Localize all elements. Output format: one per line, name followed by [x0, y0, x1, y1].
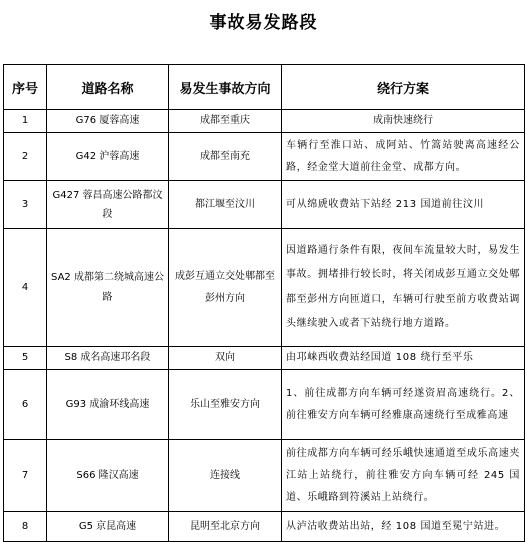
table-row	[4, 181, 525, 229]
row-direction: 昆明至北京方向	[169, 512, 282, 542]
row-road: G427 蓉昌高速公路都汶段	[47, 181, 169, 229]
row-plan: 前往成都方向车辆可经乐峨快速通道至成乐高速夹江站上站绕行，前往雅安方向车辆可经 245 国道、乐峨路到符溪站上站绕行。	[282, 440, 525, 512]
row-no: 1	[4, 110, 47, 133]
row-plan: 1、前往成都方向车辆可经遂资眉高速绕行。2、前往雅安方向车辆可经雅康高速绕行至成雅高速	[282, 370, 525, 440]
row-plan: 因道路通行条件有限，夜间车流量较大时，易发生事故。拥堵排行较长时，将关闭成彭互通立交处郫都至彭州方向匝道口，车辆可行驶至前方收费站调头继续驶入或者下站绕行地方道路。	[282, 229, 525, 347]
page-title: 事故易发路段	[209, 13, 318, 33]
row-plan: 车辆行至淮口站、成阿站、竹篙站驶离高速经公路，经金堂大道前往金堂、成都方向。	[282, 133, 525, 181]
row-direction: 成都至南充	[169, 133, 282, 181]
header-plan: 绕行方案	[282, 65, 525, 110]
header-direction: 易发生事故方向	[169, 65, 282, 110]
row-direction: 乐山至雅安方向	[169, 370, 282, 440]
row-plan: 可从绵虒收费站下站经 213 国道前往汶川	[282, 181, 525, 229]
row-plan: 从泸沽收费站出站，经 108 国道至冕宁站进。	[282, 512, 525, 542]
row-no: 4	[4, 229, 47, 347]
row-direction: 连接线	[169, 440, 282, 512]
row-direction: 成彭互通立交处郫都至彭州方向	[169, 229, 282, 347]
row-road: G5 京昆高速	[47, 512, 169, 542]
table-row	[4, 133, 525, 181]
row-road: S8 成名高速邛名段	[47, 347, 169, 370]
table-row	[4, 347, 525, 370]
row-direction: 双向	[169, 347, 282, 370]
row-no: 3	[4, 181, 47, 229]
row-road: S66 隆汉高速	[47, 440, 169, 512]
row-road: G93 成渝环线高速	[47, 370, 169, 440]
row-no: 6	[4, 370, 47, 440]
row-no: 7	[4, 440, 47, 512]
row-direction: 成都至重庆	[169, 110, 282, 133]
header-road: 道路名称	[47, 65, 169, 110]
row-no: 8	[4, 512, 47, 542]
table-row	[4, 512, 525, 542]
row-no: 2	[4, 133, 47, 181]
table-row	[4, 370, 525, 440]
accident-road-table	[3, 64, 525, 542]
table-row	[4, 440, 525, 512]
row-road: SA2 成都第二绕城高速公路	[47, 229, 169, 347]
row-road: G42 沪蓉高速	[47, 133, 169, 181]
table-header-row	[4, 65, 525, 110]
row-direction: 都江堰至汶川	[169, 181, 282, 229]
table-row	[4, 229, 525, 347]
row-road: G76 厦蓉高速	[47, 110, 169, 133]
row-no: 5	[4, 347, 47, 370]
row-plan: 成南快速绕行	[282, 110, 525, 133]
row-plan: 由邛崃西收费站经国道 108 绕行至平乐	[282, 347, 525, 370]
table-row	[4, 110, 525, 133]
header-no: 序号	[4, 65, 47, 110]
